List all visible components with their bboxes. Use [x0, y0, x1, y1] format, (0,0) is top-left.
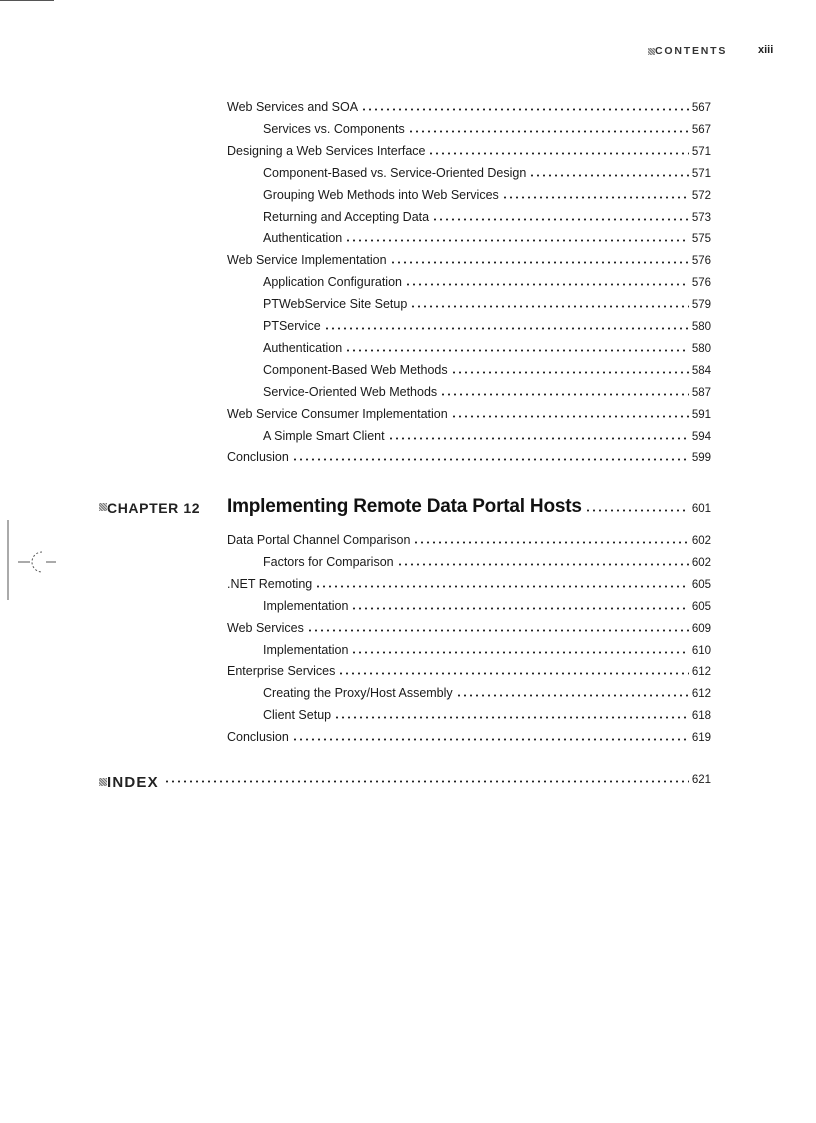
- toc-entry-page: 619: [691, 732, 711, 745]
- index-leader-row: [164, 773, 711, 793]
- toc-entry[interactable]: [263, 122, 711, 142]
- running-header: [0, 45, 816, 61]
- toc-entry-title: Component-Based Web Methods: [263, 362, 448, 377]
- toc-entry[interactable]: [263, 166, 711, 186]
- toc-entry-page: 572: [691, 189, 711, 202]
- toc-entry-page: 580: [691, 342, 711, 355]
- dot-leader: [456, 687, 689, 697]
- toc-entry-page: 576: [691, 277, 711, 290]
- dot-leader: [432, 211, 689, 221]
- toc-entry[interactable]: [263, 363, 711, 383]
- dot-leader: [502, 189, 689, 199]
- toc-entry-page: 579: [691, 299, 711, 312]
- dot-leader: [345, 342, 689, 352]
- dot-leader: [428, 145, 688, 155]
- dot-leader: [361, 101, 689, 111]
- toc-entry-page: 605: [691, 578, 711, 591]
- toc-entry[interactable]: [263, 231, 711, 251]
- dot-leader: [440, 386, 689, 396]
- toc-entry[interactable]: [263, 429, 711, 449]
- dot-leader: [351, 644, 688, 654]
- index-entry[interactable]: [0, 773, 816, 793]
- toc-entry-title: Authentication: [263, 231, 343, 246]
- toc-entry-page: 567: [691, 123, 711, 136]
- dot-leader: [324, 320, 689, 330]
- toc-entry-page: 609: [691, 622, 711, 635]
- toc-entry-page: 594: [691, 430, 711, 443]
- dot-leader: [410, 298, 689, 308]
- dot-leader: [585, 502, 689, 512]
- toc-entry-title: Conclusion: [227, 450, 289, 465]
- toc-entry-title: Implementation: [263, 598, 349, 613]
- toc-entry[interactable]: [263, 686, 711, 706]
- toc-entry[interactable]: [263, 599, 711, 619]
- toc-entry-page: 580: [691, 321, 711, 333]
- toc-entry-page: 602: [691, 556, 711, 569]
- toc-entry-page: 567: [691, 102, 711, 114]
- toc-entry[interactable]: [227, 730, 711, 750]
- dot-leader: [390, 254, 689, 264]
- toc-entry-title: Creating the Proxy/Host Assembly: [263, 686, 453, 701]
- toc-entry[interactable]: [263, 319, 711, 339]
- toc-entry[interactable]: [227, 533, 711, 553]
- dot-leader: [388, 430, 689, 440]
- toc-entry-title: Grouping Web Methods into Web Services: [263, 187, 499, 202]
- toc-entry-page: 576: [691, 255, 711, 268]
- chapter-title-row: [227, 496, 711, 518]
- toc-entry-title: PTWebService Site Setup: [263, 297, 408, 312]
- toc-entry[interactable]: [227, 664, 711, 684]
- toc-entry[interactable]: [263, 188, 711, 208]
- toc-entry[interactable]: [263, 643, 711, 663]
- toc-entry-page: 612: [691, 688, 711, 701]
- toc-entry-page: 571: [691, 145, 711, 158]
- toc-entry-title: Services vs. Components: [263, 121, 405, 136]
- toc-entry[interactable]: [227, 100, 711, 120]
- toc-entry-title: Authentication: [263, 340, 343, 355]
- chapter-marker-icon: [99, 503, 107, 511]
- dot-leader: [529, 167, 688, 177]
- toc-entry-title: Web Service Consumer Implementation: [227, 406, 448, 421]
- toc-entry-title: Designing a Web Services Interface: [227, 143, 426, 158]
- toc-entry-page: 575: [691, 233, 711, 246]
- toc-entry[interactable]: [263, 297, 711, 317]
- toc-entry-title: Web Service Implementation: [227, 253, 387, 268]
- toc-entry-page: 605: [691, 600, 711, 613]
- chapter-title: Implementing Remote Data Portal Hosts: [227, 496, 582, 517]
- header-page-number: xiii: [758, 44, 774, 56]
- top-rule: [0, 0, 54, 1]
- chapter-label: CHAPTER 12: [107, 500, 201, 516]
- toc-entry-title: A Simple Smart Client: [263, 428, 385, 443]
- dot-leader: [397, 556, 689, 566]
- toc-entry-title: Enterprise Services: [227, 664, 336, 679]
- dot-leader: [413, 534, 688, 544]
- toc-entry[interactable]: [263, 385, 711, 405]
- index-marker-icon: [99, 778, 107, 786]
- toc-entry-title: Client Setup: [263, 708, 332, 723]
- toc-entry-page: 584: [691, 364, 711, 377]
- toc-entry[interactable]: [263, 708, 711, 728]
- toc-entry-page: 587: [691, 386, 711, 399]
- toc-entry-page: 599: [691, 452, 711, 465]
- toc-entry-title: Application Configuration: [263, 275, 402, 290]
- chapter-heading[interactable]: [0, 496, 816, 520]
- section-marker-icon: [648, 48, 655, 55]
- index-page: 621: [691, 774, 711, 786]
- toc-entry-title: Service-Oriented Web Methods: [263, 384, 438, 399]
- toc-entry-page: 610: [691, 644, 711, 657]
- toc-entry[interactable]: [263, 555, 711, 575]
- toc-entry[interactable]: [227, 144, 711, 164]
- dot-leader: [405, 276, 689, 286]
- dot-leader: [451, 364, 689, 374]
- toc-entry-page: 602: [691, 535, 711, 547]
- toc-entry[interactable]: [227, 407, 711, 427]
- toc-entry[interactable]: [227, 253, 711, 273]
- dot-leader: [345, 232, 689, 242]
- toc-entry-title: Conclusion: [227, 730, 289, 745]
- toc-entry-page: 571: [691, 167, 711, 180]
- toc-entry-title: .NET Remoting: [227, 576, 313, 591]
- chapter-page: 601: [691, 503, 711, 515]
- toc-entry-title: Web Services: [227, 620, 304, 635]
- toc-entry-page: 591: [691, 408, 711, 421]
- toc-entry-page: 612: [691, 666, 711, 679]
- header-section-label: CONTENTS: [655, 45, 728, 57]
- dot-leader: [351, 600, 688, 610]
- registration-mark-icon: [0, 520, 60, 600]
- index-label: INDEX: [107, 774, 159, 791]
- dot-leader: [451, 408, 689, 418]
- toc-entry-title: Data Portal Channel Comparison: [227, 533, 411, 547]
- toc-entry-title: Factors for Comparison: [263, 554, 394, 569]
- dot-leader: [292, 451, 689, 461]
- toc-entry[interactable]: [263, 210, 711, 230]
- toc-entry[interactable]: [263, 275, 711, 295]
- toc-entry[interactable]: [227, 621, 711, 641]
- toc-entry-title: Implementation: [263, 642, 349, 657]
- dot-leader: [307, 622, 689, 632]
- dot-leader: [338, 665, 688, 675]
- dot-leader: [164, 773, 689, 783]
- toc-entry-page: 618: [691, 710, 711, 723]
- dot-leader: [334, 709, 689, 719]
- dot-leader: [292, 731, 689, 741]
- dot-leader: [408, 123, 689, 133]
- toc-entry[interactable]: [263, 341, 711, 361]
- toc-entry[interactable]: [227, 450, 711, 470]
- toc-entry-title: PTService: [263, 319, 321, 333]
- toc-entry[interactable]: [227, 577, 711, 597]
- toc-entry-title: Component-Based vs. Service-Oriented Design: [263, 165, 527, 180]
- toc-entry-page: 573: [691, 211, 711, 224]
- toc-entry-title: Web Services and SOA: [227, 100, 359, 114]
- dot-leader: [315, 578, 689, 588]
- toc-entry-title: Returning and Accepting Data: [263, 209, 430, 224]
